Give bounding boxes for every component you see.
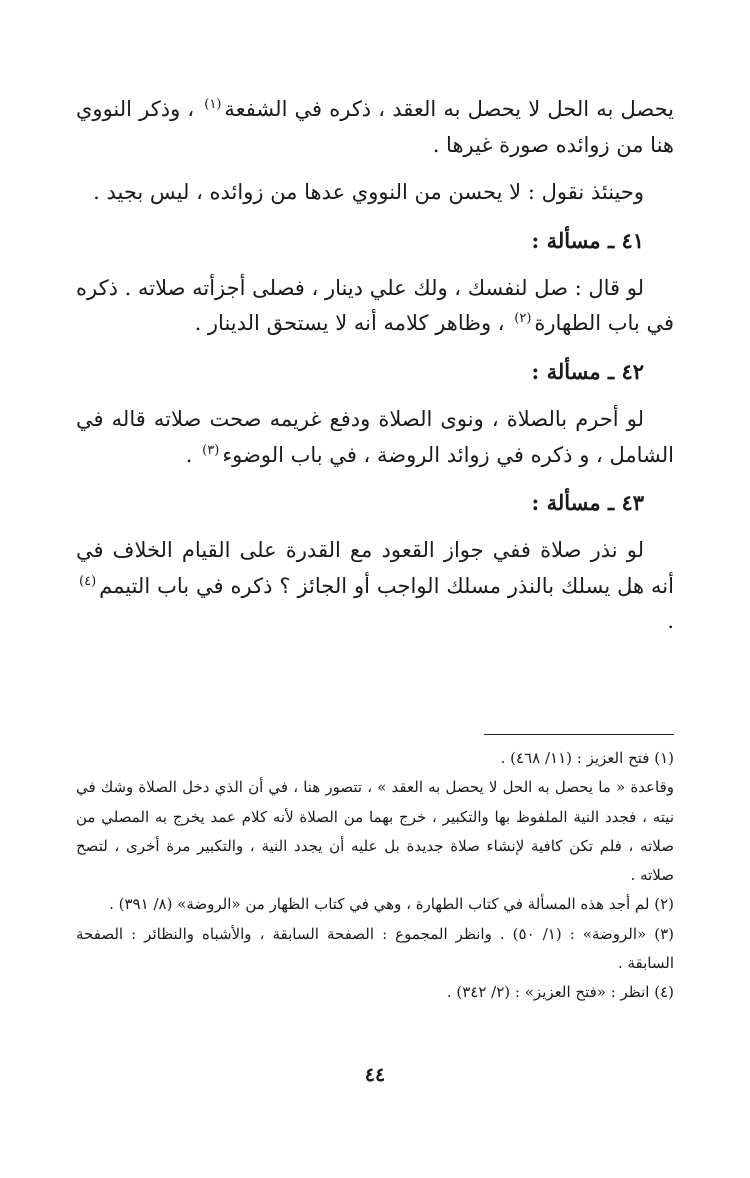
footnote-1: (١) فتح العزيز : (١١/ ٤٦٨) . bbox=[500, 749, 674, 767]
footnote-3: (٣) «الروضة» : (١/ ٥٠) . وانظر المجموع : الصفحة السابقة ، والأشباه والنظائر : الصفحة السابقة . bbox=[76, 924, 674, 972]
footnote-separator bbox=[484, 734, 674, 735]
footnote-2: (٢) لم أجد هذه المسألة في كتاب الطهارة ، وهي في كتاب الظهار من «الروضة» (٨/ ٣٩١) . bbox=[109, 895, 674, 914]
footnote-ref-3[interactable]: (٣) bbox=[202, 442, 220, 458]
footnote-ref-2[interactable]: (٢) bbox=[514, 311, 532, 327]
footnotes bbox=[76, 744, 674, 1007]
paragraph-1: يحصل به الحل لا يحصل به العقد ، ذكره في الشفعة$^{(١)}$ ، وذكر النووي هنا من زوائده صورة غيرها . bbox=[76, 97, 674, 157]
footnote-4: (٤) انظر : «فتح العزيز» : (٢/ ٣٤٢) . bbox=[446, 983, 674, 1001]
main-text bbox=[76, 92, 674, 652]
heading-issue-41: ٤١ ـ مسألة : bbox=[531, 228, 644, 254]
page-number: ٤٤ bbox=[364, 1064, 386, 1086]
footnote-1-continuation: وقاعدة « ما يحصل به الحل لا يحصل به العقد » ، تتصور هنا ، في أن الذي دخل الصلاة وشك في نيته ، فجدد النية الملفوظ بها والتكبير ، خرج بهما من الصلاة لأنه كلام عمد يخرج به المصلي من صلاته ، فلم تكن كافية لإنشاء صلاة جديدة بل عليه أن يجدد النية ، والتكبير مرة أخرى ، لتصح صلاته . bbox=[76, 778, 674, 884]
footnote-ref-4[interactable]: (٤) bbox=[79, 573, 97, 589]
heading-issue-43: ٤٣ ـ مسألة : bbox=[531, 490, 644, 516]
paragraph-5: لو نذر صلاة ففي جواز القعود مع القدرة على القيام الخلاف في أنه هل يسلك بالنذر مسلك الواجب أو الجائز ؟ ذكره في باب التيمم$^{(٤)}$ . bbox=[76, 537, 674, 634]
paragraph-4: لو أحرم بالصلاة ، ونوى الصلاة ودفع غريمه صحت صلاته قاله في الشامل ، و ذكره في زوائد الروضة ، في باب الوضوء$^{(٣)}$ . bbox=[76, 406, 674, 467]
paragraph-3: لو قال : صل لنفسك ، ولك علي دينار ، فصلى أجزأته صلاته . ذكره في باب الطهارة$^{(٢)}$ ، وظاهر كلامه أنه لا يستحق الدينار . bbox=[76, 275, 674, 336]
heading-issue-42: ٤٢ ـ مسألة : bbox=[531, 359, 644, 385]
paragraph-2: وحينئذ نقول : لا يحسن من النووي عدها من زوائده ، ليس بجيد . bbox=[93, 180, 644, 205]
footnote-ref-1[interactable]: (١) bbox=[204, 97, 222, 112]
